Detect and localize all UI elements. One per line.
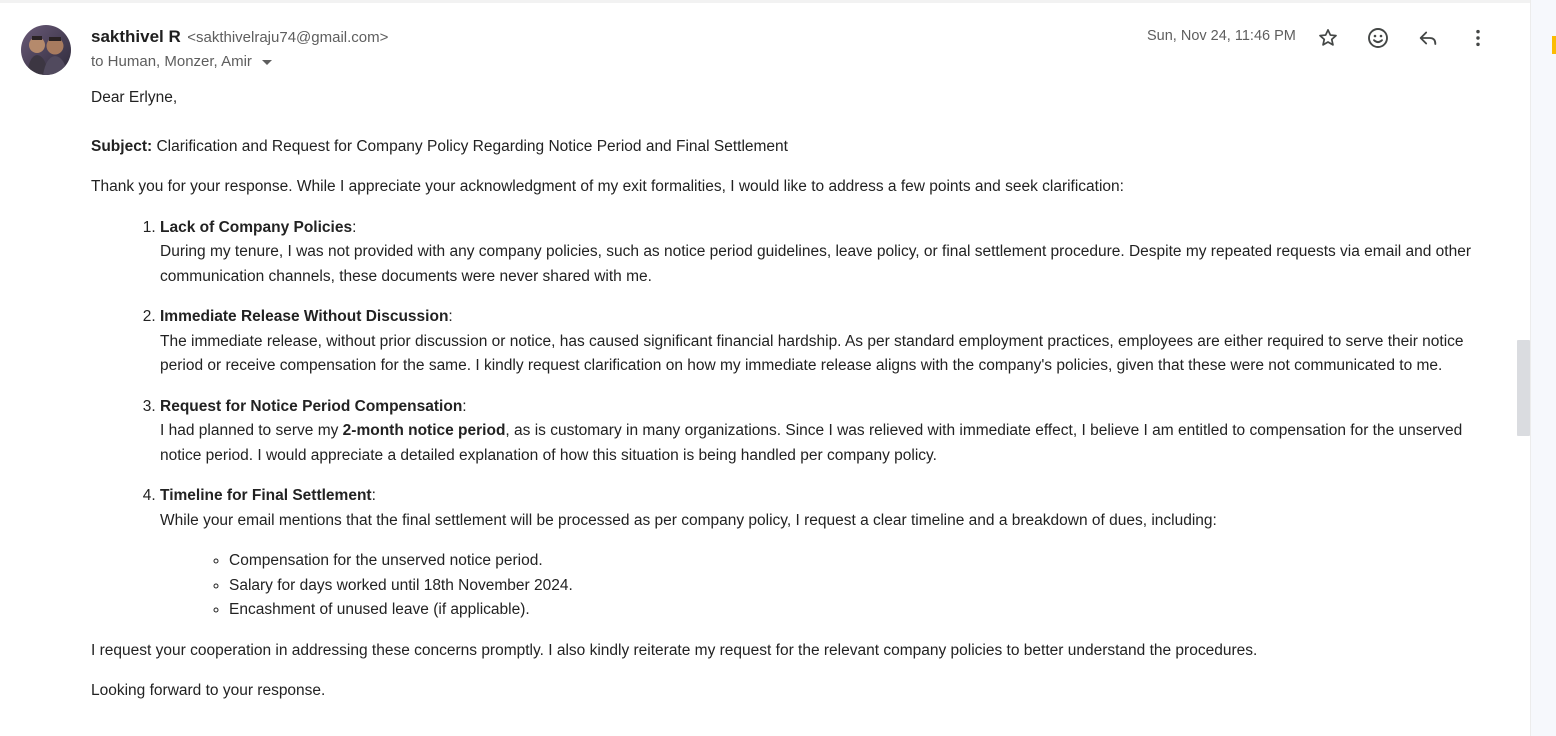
- email-body: [91, 86, 1491, 704]
- point-title: Request for Notice Period Compensation: [160, 397, 463, 415]
- avatar-photo: [21, 25, 71, 75]
- reply-button[interactable]: [1414, 24, 1442, 52]
- list-item: 1. Lack of Company Policies: During my tenure, I was not provided with any company policies, such as notice period guidelines, leave policy, or final settlement procedure. Despite my repeated requests via email and other communication channels, these documents were never shared with me.: [160, 216, 1491, 290]
- point-text-after: , as is customary in many organizations. Since I was relieved with immediate effect, I believe I am entitled to compensation for the unserved notice period. I would appreciate a detailed explanation of how this situation is being handled per company policy.: [160, 422, 1463, 464]
- side-panel-accent: [1552, 36, 1556, 54]
- intro-paragraph: Thank you for your response. While I appreciate your acknowledgment of my exit formalities, I would like to address a few points and seek clarification:: [91, 178, 1124, 195]
- point-text: The immediate release, without prior discussion or notice, has caused significant financial hardship. As per standard employment practices, employees are either required to serve their notice period or receive compensation for the same. I kindly request clarification on how my immediate release aligns with the company's policies, given that these were not communicated to me.: [160, 332, 1464, 374]
- point-title: Lack of Company Policies: [160, 218, 353, 236]
- points-list: [91, 216, 1491, 623]
- more-vert-icon: [1467, 27, 1489, 49]
- chevron-down-icon[interactable]: [262, 60, 272, 65]
- recipients-text: to Human, Monzer, Amir: [91, 53, 252, 70]
- side-panel-gutter: [1530, 0, 1556, 736]
- sender-email[interactable]: <sakthivelraju74@gmail.com>: [187, 29, 389, 46]
- dues-item: ◦ Compensation for the unserved notice period.: [229, 549, 1491, 574]
- scrollbar-thumb[interactable]: [1517, 340, 1530, 436]
- subject-label: Subject:: [91, 137, 153, 155]
- greeting: Dear Erlyne,: [91, 89, 178, 106]
- add-reaction-button[interactable]: [1364, 24, 1392, 52]
- recipients-toggle[interactable]: [91, 53, 272, 70]
- signoff: Looking forward to your response.: [91, 682, 326, 699]
- sender-line: [91, 27, 388, 47]
- sender-avatar[interactable]: [21, 25, 71, 75]
- subject-line: [91, 135, 1491, 160]
- dues-list: [160, 549, 1491, 623]
- subject-text: Clarification and Request for Company Policy Regarding Notice Period and Final Settlement: [152, 137, 788, 155]
- reply-icon: [1417, 27, 1439, 49]
- dues-item: ◦ Salary for days worked until 18th November 2024.: [229, 574, 1491, 599]
- emoji-icon: [1366, 26, 1390, 50]
- point-title: Timeline for Final Settlement: [160, 487, 372, 504]
- list-item: 4. Timeline for Final Settlement: While your email mentions that the final settlement will be processed as per company policy, I request a clear timeline and a breakdown of dues, including: ◦ Compensation for the unserved notice period. ◦ Salary for days worked until 18th November 2024. ◦ Encashment of unused leave (if applicable).: [160, 484, 1491, 623]
- closing-paragraph: I request your cooperation in addressing these concerns promptly. I also kindly reiterate my request for the relevant company policies to better understand the procedures.: [91, 641, 1258, 659]
- timestamp: Sun, Nov 24, 11:46 PM: [1147, 28, 1296, 44]
- point-text: During my tenure, I was not provided with any company policies, such as notice period guidelines, leave policy, or final settlement procedure. Despite my repeated requests via email and other communication channels, these documents were never shared with me.: [160, 243, 1472, 285]
- dues-item: ◦ Encashment of unused leave (if applicable).: [229, 598, 1491, 623]
- list-item: 3. Request for Notice Period Compensation: I had planned to serve my 2-month notice period, as is customary in many organizations. Since I was relieved with immediate effect, I believe I am entitled to compensation for the unserved notice period. I would appreciate a detailed explanation of how this situation is being handled per company policy.: [160, 395, 1491, 469]
- point-title: Immediate Release Without Discussion: [160, 308, 449, 325]
- more-options-button[interactable]: [1464, 24, 1492, 52]
- point-text-bold: 2-month notice period: [342, 422, 506, 439]
- list-item: 2. Immediate Release Without Discussion: The immediate release, without prior discussion or notice, has caused significant financial hardship. As per standard employment practices, employees are either required to serve their notice period or receive compensation for the same. I kindly request clarification on how my immediate release aligns with the company's policies, given that these were not communicated to me.: [160, 305, 1491, 379]
- point-text: While your email mentions that the final settlement will be processed as per company policy, I request a clear timeline and a breakdown of dues, including:: [160, 511, 1217, 529]
- top-divider: [0, 0, 1530, 3]
- sender-name[interactable]: sakthivel R: [91, 27, 181, 46]
- star-icon: [1317, 27, 1339, 49]
- star-button[interactable]: [1314, 24, 1342, 52]
- point-text-before: I had planned to serve my: [160, 422, 343, 439]
